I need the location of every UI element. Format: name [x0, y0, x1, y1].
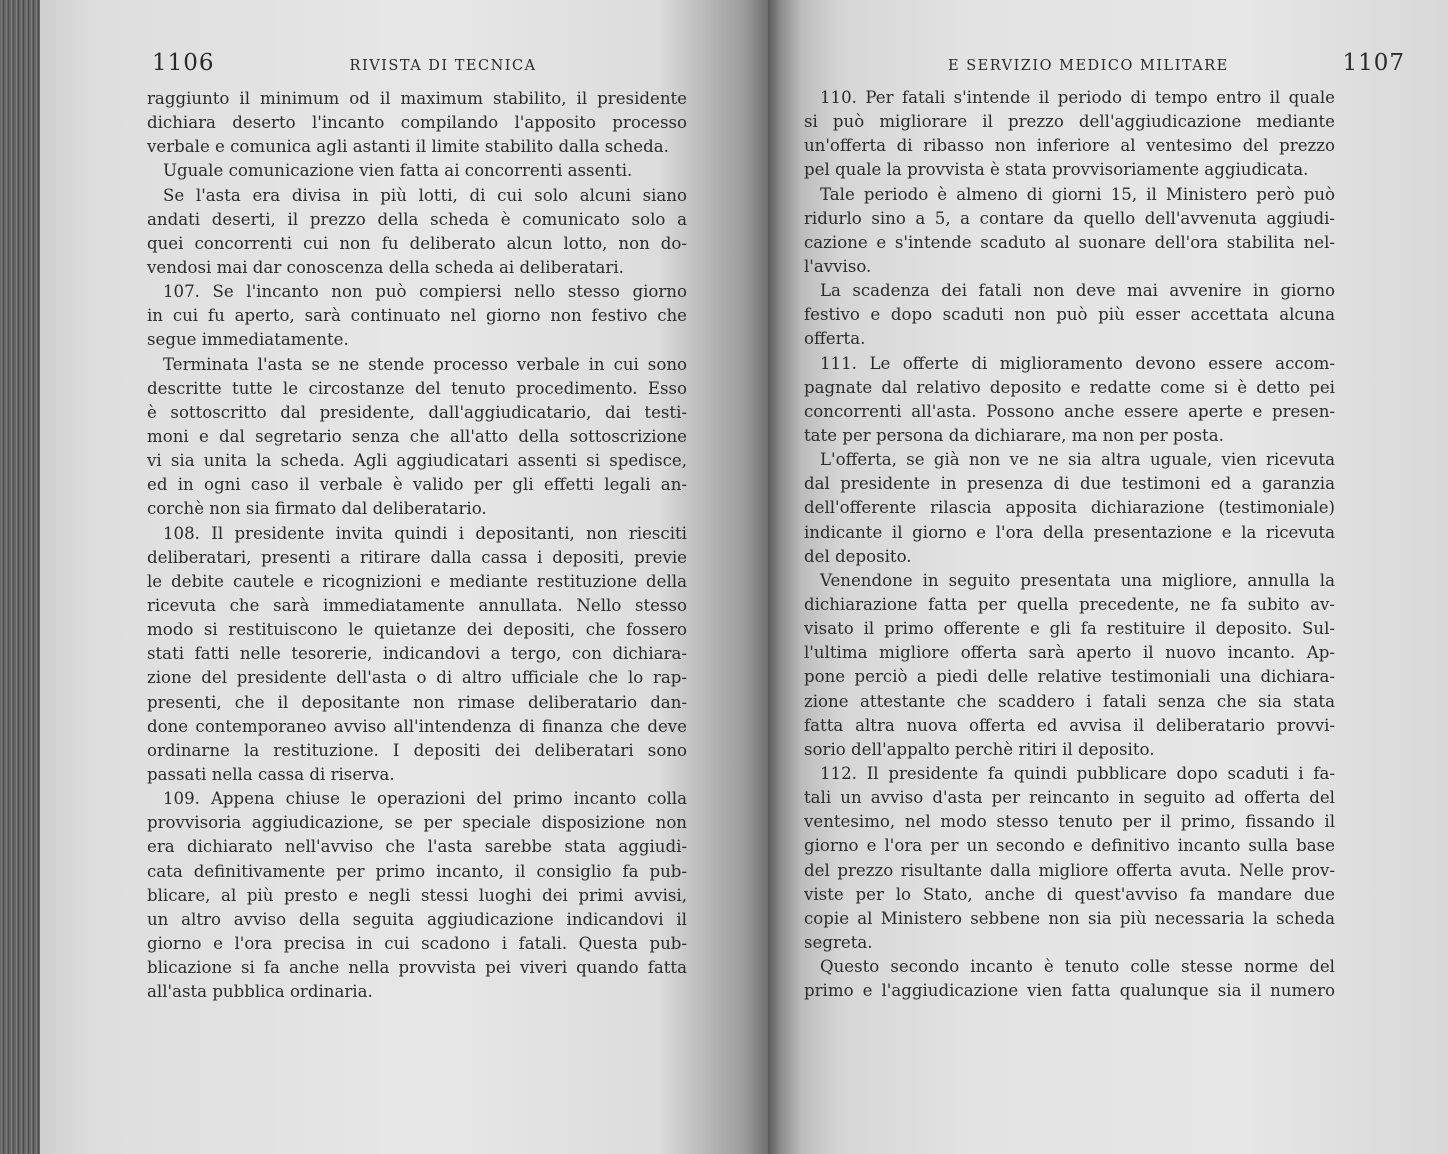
- text-line: concorrenti all'asta. Possono anche essere aperte e presen-: [804, 401, 1335, 421]
- text-line: Venendone in seguito presentata una migliore, annulla la: [820, 570, 1335, 590]
- text-line: dal presidente in presenza di due testimoni ed a garanzia: [804, 474, 1335, 494]
- text-line: Uguale comunicazione vien fatta ai concorrenti assenti.: [163, 161, 633, 181]
- text-line: un altro avviso della seguita aggiudicazione indicandovi il: [147, 909, 687, 929]
- text-line: blicazione si fa anche nella provvista pei viveri quando fatta: [147, 958, 687, 978]
- text-line: ricevuta che sarà immediatamente annullata. Nello stesso: [147, 595, 687, 615]
- text-line: dichiarazione fatta per quella precedente, ne fa subito av-: [804, 594, 1335, 614]
- text-line: primo e l'aggiudicazione vien fatta qualunque sia il numero: [804, 981, 1335, 1001]
- text-line: moni e dal segretario senza che all'atto della sottoscrizione: [147, 426, 687, 446]
- left-page-number: 1106: [152, 50, 215, 76]
- text-line: ridurlo sino a 5, a contare da quello dell'avvenuta aggiudi-: [804, 208, 1335, 228]
- text-line: L'offerta, se già non ve ne sia altra uguale, vien ricevuta: [820, 450, 1335, 470]
- text-line: è sottoscritto dal presidente, dall'aggiudicatario, dai testi-: [147, 402, 687, 422]
- right-page: [768, 0, 1448, 1154]
- text-line: 108. Il presidente invita quindi i depositanti, non riesciti: [163, 523, 687, 543]
- text-line: stati fatti nelle tesorerie, indicandovi a tergo, con dichiara-: [147, 644, 687, 664]
- text-line: La scadenza dei fatali non deve mai avvenire in giorno: [820, 281, 1335, 301]
- text-line: segreta.: [804, 932, 873, 952]
- right-page-header: [830, 50, 1405, 90]
- text-line: quei concorrenti cui non fu deliberato alcun lotto, non do-: [147, 233, 687, 253]
- text-line: ordinarne la restituzione. I depositi dei deliberatari sono: [147, 740, 687, 760]
- text-line: l'avviso.: [804, 256, 872, 276]
- text-line: presenti, che il depositante non rimase deliberatario dan-: [147, 692, 687, 712]
- text-line: cata definitivamente per primo incanto, il consiglio fa pub-: [147, 861, 687, 881]
- text-line: 112. Il presidente fa quindi pubblicare dopo scaduti i fa-: [820, 763, 1335, 783]
- text-line: deliberatari, presenti a ritirare dalla cassa i depositi, previe: [147, 547, 687, 567]
- text-line: provvisoria aggiudicazione, se per speciale disposizione non: [147, 813, 687, 833]
- text-line: le debite cautele e ricognizioni e mediante restituzione della: [147, 571, 687, 591]
- left-page-text: [147, 87, 687, 1004]
- text-line: del prezzo risultante dalla migliore offerta avuta. Nelle prov-: [804, 860, 1335, 880]
- text-line: in cui fu aperto, sarà continuato nel giorno non festivo che: [147, 306, 687, 326]
- text-line: dell'offerente rilascia apposita dichiarazione (testimoniale): [804, 498, 1335, 518]
- text-line: tali un avviso d'asta per reincanto in seguito ad offerta del: [804, 788, 1335, 808]
- text-line: descritte tutte le circostanze del tenuto procedimento. Esso: [147, 378, 687, 398]
- left-page: [40, 0, 768, 1154]
- text-line: del deposito.: [804, 546, 912, 566]
- text-line: Se l'asta era divisa in più lotti, di cui solo alcuni siano: [163, 185, 687, 205]
- text-line: offerta.: [804, 329, 866, 349]
- text-line: passati nella cassa di riserva.: [147, 764, 395, 784]
- text-line: cazione e s'intende scaduto al suonare dell'ora stabilita nel-: [804, 232, 1335, 252]
- text-line: copie al Ministero sebbene non sia più necessaria la scheda: [804, 908, 1335, 928]
- text-line: modo si restituiscono le quietanze dei depositi, che fossero: [147, 620, 687, 640]
- right-running-title: E SERVIZIO MEDICO MILITARE: [948, 58, 1229, 74]
- text-line: segue immediatamente.: [147, 330, 349, 350]
- text-line: l'ultima migliore offerta sarà aperto il nuovo incanto. Ap-: [804, 643, 1335, 663]
- text-line: Questo secondo incanto è tenuto colle stesse norme del: [820, 957, 1335, 977]
- text-line: blicare, al più presto e negli stessi luoghi dei primi avvisi,: [147, 885, 687, 905]
- text-line: andati deserti, il prezzo della scheda è comunicato solo a: [147, 209, 687, 229]
- text-line: Terminata l'asta se ne stende processo verbale in cui sono: [163, 354, 687, 374]
- text-line: corchè non sia firmato dal deliberatario.: [147, 499, 487, 519]
- text-line: all'asta pubblica ordinaria.: [147, 982, 373, 1002]
- text-line: vi sia unita la scheda. Agli aggiudicatari assenti si spedisce,: [147, 451, 687, 471]
- page-edges: [0, 0, 40, 1154]
- text-line: ed in ogni caso il verbale è valido per gli effetti legali an-: [147, 475, 687, 495]
- text-line: si può migliorare il prezzo dell'aggiudicazione mediante: [804, 112, 1335, 132]
- text-line: zione attestante che scaddero i fatali senza che sia stata: [804, 691, 1335, 711]
- text-line: indicante il giorno e l'ora della presentazione e la ricevuta: [804, 522, 1335, 542]
- text-line: pagnate dal relativo deposito e redatte come si è detto pei: [804, 377, 1335, 397]
- text-line: tate per persona da dichiarare, ma non per posta.: [804, 425, 1224, 445]
- text-line: done contemporaneo avviso all'intendenza di finanza che deve: [147, 716, 687, 736]
- text-line: ventesimo, nel modo stesso tenuto per il primo, fissando il: [804, 812, 1335, 832]
- text-line: festivo e dopo scaduti non può più esser accettata alcuna: [804, 305, 1335, 325]
- text-line: sorio dell'appalto perchè ritiri il deposito.: [804, 739, 1155, 759]
- text-line: 109. Appena chiuse le operazioni del primo incanto colla: [163, 789, 687, 809]
- text-line: Tale periodo è almeno di giorni 15, il Ministero però può: [820, 184, 1335, 204]
- text-line: vendosi mai dar conoscenza della scheda ai deliberatari.: [147, 257, 624, 277]
- text-line: 107. Se l'incanto non può compiersi nello stesso giorno: [163, 282, 687, 302]
- text-line: 110. Per fatali s'intende il periodo di tempo entro il quale: [820, 88, 1335, 107]
- right-page-number: 1107: [1342, 50, 1405, 76]
- left-running-title: RIVISTA DI TECNICA: [349, 58, 537, 74]
- text-line: pone perciò a piedi delle relative testimoniali una dichiara-: [804, 667, 1335, 687]
- text-line: verbale e comunica agli astanti il limite stabilito dalla scheda.: [147, 137, 669, 157]
- text-line: fatta altra nuova offerta ed avvisa il deliberatario provvi-: [804, 715, 1335, 735]
- text-line: 111. Le offerte di miglioramento devono essere accom-: [820, 353, 1335, 373]
- text-line: pel quale la provvista è stata provvisoriamente aggiudicata.: [804, 160, 1309, 180]
- text-line: dichiara deserto l'incanto compilando l'apposito processo: [147, 113, 687, 133]
- text-line: giorno e l'ora per un secondo e definitivo incanto sulla base: [804, 836, 1335, 856]
- text-line: viste per lo Stato, anche di quest'avviso fa mandare due: [804, 884, 1335, 904]
- right-page-text: [804, 86, 1335, 1003]
- text-line: era dichiarato nell'avviso che l'asta sarebbe stata aggiudi-: [147, 837, 687, 857]
- text-line: zione del presidente dell'asta o di altro ufficiale che lo rap-: [147, 668, 687, 688]
- text-line: un'offerta di ribasso non inferiore al ventesimo del prezzo: [804, 136, 1335, 156]
- text-line: giorno e l'ora precisa in cui scadono i fatali. Questa pub-: [147, 933, 687, 953]
- text-line: visato il primo offerente e gli fa restituire il deposito. Sul-: [804, 619, 1335, 639]
- text-line: raggiunto il minimum od il maximum stabilito, il presidente: [147, 89, 687, 108]
- left-page-header: [152, 50, 740, 90]
